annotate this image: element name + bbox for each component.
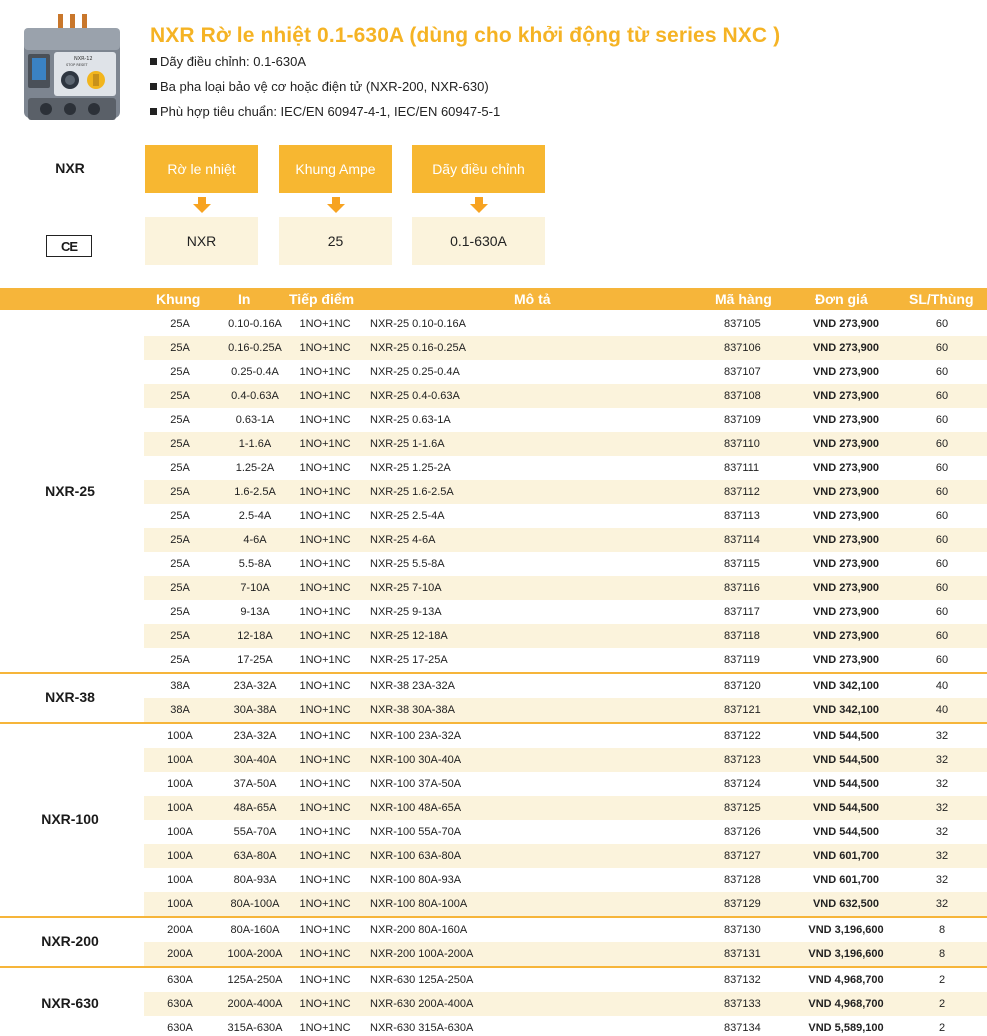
cell-description: NXR-25 0.63-1A (370, 414, 451, 426)
cell-in: 37A-50A (233, 778, 277, 790)
cell-contact: 1NO+1NC (299, 680, 351, 692)
cell-code: 837112 (724, 486, 760, 498)
cell-description: NXR-25 5.5-8A (370, 558, 445, 570)
config-block-range (412, 145, 545, 265)
table-group (0, 674, 987, 722)
square-bullet-icon (150, 83, 157, 90)
group-label: NXR-630 (41, 995, 99, 1011)
table-row (144, 336, 987, 360)
group-label: NXR-100 (41, 811, 99, 827)
cell-in: 23A-32A (233, 680, 277, 692)
cell-description: NXR-25 2.5-4A (370, 510, 445, 522)
cell-in: 80A-93A (233, 874, 277, 886)
table-row (144, 360, 987, 384)
cell-contact: 1NO+1NC (299, 948, 351, 960)
cell-in: 315A-630A (227, 1022, 283, 1034)
cell-code: 837110 (724, 438, 760, 450)
cell-in: 125A-250A (227, 974, 283, 986)
cell-in: 7-10A (240, 582, 270, 594)
table-row (144, 600, 987, 624)
table-row (144, 820, 987, 844)
cell-description: NXR-25 0.25-0.4A (370, 366, 460, 378)
cell-code: 837129 (724, 898, 761, 910)
cell-in: 0.4-0.63A (231, 390, 279, 402)
cell-description: NXR-100 80A-93A (370, 874, 462, 886)
cell-frame: 100A (167, 850, 193, 862)
cell-in: 0.16-0.25A (228, 342, 282, 354)
cell-frame: 25A (170, 462, 190, 474)
cell-description: NXR-100 80A-100A (370, 898, 468, 910)
col-header-qty: SL/Thùng (909, 291, 974, 307)
cell-contact: 1NO+1NC (299, 438, 351, 450)
cell-price: VND 544,500 (812, 730, 880, 742)
table-row (144, 576, 987, 600)
cell-price: VND 544,500 (812, 802, 880, 814)
cell-description: NXR-25 1.6-2.5A (370, 486, 454, 498)
cell-qty: 60 (935, 558, 949, 570)
cell-in: 63A-80A (233, 850, 277, 862)
table-row (144, 432, 987, 456)
cell-price: VND 273,900 (812, 582, 880, 594)
cell-price: VND 273,900 (812, 438, 880, 450)
cell-frame: 630A (167, 1022, 193, 1034)
cell-frame: 630A (167, 974, 193, 986)
feature-list (150, 54, 500, 129)
cell-qty: 2 (938, 1022, 946, 1034)
cell-code: 837121 (724, 704, 761, 716)
cell-contact: 1NO+1NC (299, 510, 351, 522)
cell-frame: 100A (167, 826, 193, 838)
cell-in: 4-6A (243, 534, 267, 546)
cell-price: VND 5,589,100 (808, 1022, 884, 1034)
cell-description: NXR-25 9-13A (370, 606, 442, 618)
cell-in: 12-18A (237, 630, 273, 642)
ce-mark-icon: CE (46, 235, 92, 257)
cell-qty: 32 (935, 730, 949, 742)
cell-in: 0.10-0.16A (228, 318, 282, 330)
cell-price: VND 601,700 (812, 850, 880, 862)
cell-contact: 1NO+1NC (299, 974, 351, 986)
table-row (144, 528, 987, 552)
group-label: NXR-200 (41, 933, 99, 949)
product-table (0, 312, 987, 1036)
cell-code: 837118 (724, 630, 760, 642)
table-row (144, 408, 987, 432)
cell-price: VND 273,900 (812, 390, 880, 402)
cell-contact: 1NO+1NC (299, 486, 351, 498)
cell-price: VND 544,500 (812, 778, 880, 790)
cell-contact: 1NO+1NC (299, 558, 351, 570)
cell-price: VND 273,900 (812, 630, 880, 642)
feature-item: Ba pha loại bảo vệ cơ hoặc điện tử (NXR-200, NXR-630) (150, 79, 500, 104)
cell-price: VND 3,196,600 (808, 924, 884, 936)
cell-qty: 60 (935, 366, 949, 378)
table-row (144, 384, 987, 408)
cell-price: VND 342,100 (812, 680, 880, 692)
cell-description: NXR-200 80A-160A (370, 924, 468, 936)
cell-in: 48A-65A (233, 802, 277, 814)
cell-qty: 32 (935, 754, 949, 766)
cell-contact: 1NO+1NC (299, 366, 351, 378)
device-label: NXR-12 (74, 56, 93, 62)
config-block-frame (279, 145, 392, 265)
table-row (144, 868, 987, 892)
cell-contact: 1NO+1NC (299, 850, 351, 862)
cell-frame: 25A (170, 534, 190, 546)
cell-frame: 25A (170, 486, 190, 498)
arrow-down-icon (279, 193, 392, 217)
cell-description: NXR-630 200A-400A (370, 998, 474, 1010)
table-row (144, 480, 987, 504)
cell-contact: 1NO+1NC (299, 606, 351, 618)
cell-description: NXR-25 12-18A (370, 630, 448, 642)
cell-in: 30A-38A (233, 704, 277, 716)
cell-price: VND 3,196,600 (808, 948, 884, 960)
table-header (0, 288, 987, 310)
cell-qty: 60 (935, 390, 949, 402)
table-row (144, 918, 987, 942)
cell-code: 837132 (724, 974, 761, 986)
cell-frame: 25A (170, 606, 190, 618)
cell-contact: 1NO+1NC (299, 754, 351, 766)
cell-code: 837128 (724, 874, 761, 886)
config-block-relay (145, 145, 258, 265)
cell-in: 30A-40A (233, 754, 277, 766)
cell-description: NXR-100 55A-70A (370, 826, 462, 838)
cell-contact: 1NO+1NC (299, 898, 351, 910)
cell-frame: 25A (170, 414, 190, 426)
cell-price: VND 4,968,700 (808, 998, 884, 1010)
table-row (144, 748, 987, 772)
cell-description: NXR-100 23A-32A (370, 730, 462, 742)
cell-contact: 1NO+1NC (299, 924, 351, 936)
cell-qty: 40 (935, 704, 949, 716)
table-row (144, 504, 987, 528)
cell-description: NXR-25 4-6A (370, 534, 436, 546)
cell-frame: 25A (170, 558, 190, 570)
cell-code: 837114 (724, 534, 760, 546)
arrow-down-icon (145, 193, 258, 217)
cell-contact: 1NO+1NC (299, 462, 351, 474)
cell-qty: 60 (935, 606, 949, 618)
table-row (144, 844, 987, 868)
cell-frame: 100A (167, 802, 193, 814)
cell-in: 2.5-4A (238, 510, 272, 522)
cell-contact: 1NO+1NC (299, 874, 351, 886)
cell-description: NXR-38 23A-32A (370, 680, 455, 692)
config-block-value: 0.1-630A (412, 217, 545, 265)
cell-in: 5.5-8A (238, 558, 272, 570)
cell-in: 55A-70A (233, 826, 277, 838)
cell-description: NXR-25 7-10A (370, 582, 442, 594)
cell-contact: 1NO+1NC (299, 704, 351, 716)
page-title: NXR Rờ le nhiệt 0.1-630A (dùng cho khởi động từ series NXC ) (150, 24, 781, 47)
cell-in: 17-25A (237, 654, 273, 666)
cell-description: NXR-630 315A-630A (370, 1022, 474, 1034)
cell-frame: 100A (167, 874, 193, 886)
feature-item: Dãy điều chỉnh: 0.1-630A (150, 54, 500, 79)
table-row (144, 674, 987, 698)
cell-contact: 1NO+1NC (299, 534, 351, 546)
cell-contact: 1NO+1NC (299, 654, 351, 666)
cell-description: NXR-25 1-1.6A (370, 438, 445, 450)
cell-qty: 60 (935, 534, 949, 546)
cell-price: VND 632,500 (812, 898, 880, 910)
cell-qty: 8 (938, 924, 946, 936)
cell-frame: 100A (167, 778, 193, 790)
cell-in: 9-13A (240, 606, 270, 618)
cell-qty: 2 (938, 998, 946, 1010)
cell-code: 837125 (724, 802, 761, 814)
cell-qty: 32 (935, 874, 949, 886)
cell-contact: 1NO+1NC (299, 414, 351, 426)
cell-frame: 630A (167, 998, 193, 1010)
table-row (144, 772, 987, 796)
table-group (0, 724, 987, 916)
cell-qty: 32 (935, 826, 949, 838)
cell-in: 1-1.6A (238, 438, 272, 450)
cell-contact: 1NO+1NC (299, 778, 351, 790)
cell-qty: 2 (938, 974, 946, 986)
cell-frame: 200A (167, 924, 193, 936)
table-group (0, 968, 987, 1036)
table-row (144, 624, 987, 648)
cell-price: VND 273,900 (812, 654, 880, 666)
table-row (144, 942, 987, 966)
cell-qty: 60 (935, 510, 949, 522)
device-small-label: STOP RESET (66, 63, 88, 67)
cell-code: 837108 (724, 390, 761, 402)
col-header-description: Mô tả (514, 291, 551, 307)
cell-frame: 38A (170, 680, 190, 692)
col-header-contact: Tiếp điểm (289, 291, 355, 307)
cell-price: VND 544,500 (812, 754, 880, 766)
cell-in: 23A-32A (233, 730, 277, 742)
cell-price: VND 273,900 (812, 366, 880, 378)
table-row (144, 456, 987, 480)
cell-description: NXR-25 17-25A (370, 654, 448, 666)
cell-frame: 100A (167, 754, 193, 766)
table-row (144, 648, 987, 672)
cell-frame: 25A (170, 366, 190, 378)
cell-code: 837113 (724, 510, 760, 522)
cell-qty: 60 (935, 630, 949, 642)
cell-qty: 60 (935, 654, 949, 666)
cell-code: 837105 (724, 318, 761, 330)
cell-qty: 60 (935, 342, 949, 354)
cell-price: VND 544,500 (812, 826, 880, 838)
cell-description: NXR-100 48A-65A (370, 802, 462, 814)
cell-in: 200A-400A (227, 998, 283, 1010)
cell-code: 837123 (724, 754, 761, 766)
cell-qty: 8 (938, 948, 946, 960)
cell-qty: 32 (935, 850, 949, 862)
table-row (144, 992, 987, 1016)
cell-contact: 1NO+1NC (299, 802, 351, 814)
cell-code: 837107 (724, 366, 761, 378)
table-row (144, 552, 987, 576)
col-header-in: In (238, 291, 251, 307)
feature-item: Phù hợp tiêu chuẩn: IEC/EN 60947-4-1, IEC/EN 60947-5-1 (150, 104, 500, 129)
cell-frame: 25A (170, 342, 190, 354)
cell-price: VND 273,900 (812, 534, 880, 546)
cell-contact: 1NO+1NC (299, 630, 351, 642)
cell-code: 837127 (724, 850, 761, 862)
cell-code: 837120 (724, 680, 761, 692)
cell-contact: 1NO+1NC (299, 826, 351, 838)
cell-description: NXR-100 37A-50A (370, 778, 462, 790)
cell-qty: 60 (935, 318, 949, 330)
cell-price: VND 273,900 (812, 486, 880, 498)
cell-qty: 60 (935, 582, 949, 594)
arrow-down-icon (412, 193, 545, 217)
cell-code: 837109 (724, 414, 761, 426)
cell-code: 837115 (724, 558, 760, 570)
cell-description: NXR-200 100A-200A (370, 948, 474, 960)
cell-qty: 32 (935, 778, 949, 790)
cell-contact: 1NO+1NC (299, 318, 351, 330)
cell-in: 80A-100A (230, 898, 280, 910)
cell-qty: 60 (935, 462, 949, 474)
cell-description: NXR-25 0.10-0.16A (370, 318, 466, 330)
cell-qty: 32 (935, 802, 949, 814)
cell-description: NXR-25 1.25-2A (370, 462, 451, 474)
config-block-value: NXR (145, 217, 258, 265)
cell-price: VND 273,900 (812, 462, 880, 474)
cell-frame: 25A (170, 510, 190, 522)
col-header-code: Mã hàng (715, 291, 772, 307)
cell-frame: 200A (167, 948, 193, 960)
cell-code: 837106 (724, 342, 761, 354)
cell-description: NXR-25 0.16-0.25A (370, 342, 466, 354)
cell-price: VND 273,900 (812, 318, 880, 330)
square-bullet-icon (150, 108, 157, 115)
cell-code: 837117 (724, 606, 760, 618)
cell-description: NXR-25 0.4-0.63A (370, 390, 460, 402)
cell-contact: 1NO+1NC (299, 998, 351, 1010)
table-row (144, 1016, 987, 1036)
cell-code: 837122 (724, 730, 761, 742)
cell-code: 837111 (724, 462, 760, 474)
table-row (144, 724, 987, 748)
cell-price: VND 342,100 (812, 704, 880, 716)
config-block-head: Rờ le nhiệt (145, 145, 258, 193)
cell-description: NXR-100 30A-40A (370, 754, 462, 766)
cell-qty: 60 (935, 414, 949, 426)
cell-frame: 25A (170, 390, 190, 402)
table-group (0, 312, 987, 672)
cell-in: 0.25-0.4A (231, 366, 279, 378)
cell-price: VND 273,900 (812, 414, 880, 426)
cell-price: VND 273,900 (812, 510, 880, 522)
cell-in: 100A-200A (227, 948, 283, 960)
cell-in: 1.6-2.5A (234, 486, 276, 498)
cell-in: 1.25-2A (235, 462, 275, 474)
cell-price: VND 4,968,700 (808, 974, 884, 986)
cell-price: VND 273,900 (812, 342, 880, 354)
cell-code: 837116 (724, 582, 760, 594)
config-block-value: 25 (279, 217, 392, 265)
col-header-price: Đơn giá (815, 291, 868, 307)
table-row (144, 312, 987, 336)
cell-code: 837124 (724, 778, 761, 790)
cell-price: VND 273,900 (812, 606, 880, 618)
cell-frame: 100A (167, 730, 193, 742)
cell-frame: 25A (170, 582, 190, 594)
group-label: NXR-25 (45, 483, 95, 499)
group-label: NXR-38 (45, 689, 95, 705)
col-header-frame: Khung (156, 291, 201, 307)
cell-contact: 1NO+1NC (299, 342, 351, 354)
square-bullet-icon (150, 58, 157, 65)
table-group (0, 918, 987, 966)
config-block-head: Khung Ampe (279, 145, 392, 193)
config-block-head: Dãy điều chỉnh (412, 145, 545, 193)
cell-in: 80A-160A (230, 924, 280, 936)
table-row (144, 796, 987, 820)
cell-contact: 1NO+1NC (299, 390, 351, 402)
cell-qty: 32 (935, 898, 949, 910)
cell-description: NXR-38 30A-38A (370, 704, 455, 716)
table-row (144, 892, 987, 916)
cell-frame: 38A (170, 704, 190, 716)
cell-code: 837134 (724, 1022, 761, 1034)
cell-code: 837131 (724, 948, 761, 960)
cell-code: 837126 (724, 826, 761, 838)
thermal-relay-product-image (18, 14, 130, 132)
cell-contact: 1NO+1NC (299, 730, 351, 742)
cell-price: VND 273,900 (812, 558, 880, 570)
cell-contact: 1NO+1NC (299, 582, 351, 594)
table-row (144, 968, 987, 992)
cell-code: 837130 (724, 924, 761, 936)
cell-qty: 60 (935, 486, 949, 498)
cell-qty: 40 (935, 680, 949, 692)
cell-frame: 25A (170, 654, 190, 666)
cell-frame: 100A (167, 898, 193, 910)
table-row (144, 698, 987, 722)
cell-code: 837119 (724, 654, 760, 666)
cell-price: VND 601,700 (812, 874, 880, 886)
cell-frame: 25A (170, 630, 190, 642)
cell-frame: 25A (170, 438, 190, 450)
cell-description: NXR-100 63A-80A (370, 850, 462, 862)
cell-in: 0.63-1A (235, 414, 275, 426)
cell-contact: 1NO+1NC (299, 1022, 351, 1034)
cell-code: 837133 (724, 998, 761, 1010)
cell-description: NXR-630 125A-250A (370, 974, 474, 986)
series-label: NXR (55, 160, 85, 176)
cell-qty: 60 (935, 438, 949, 450)
cell-frame: 25A (170, 318, 190, 330)
